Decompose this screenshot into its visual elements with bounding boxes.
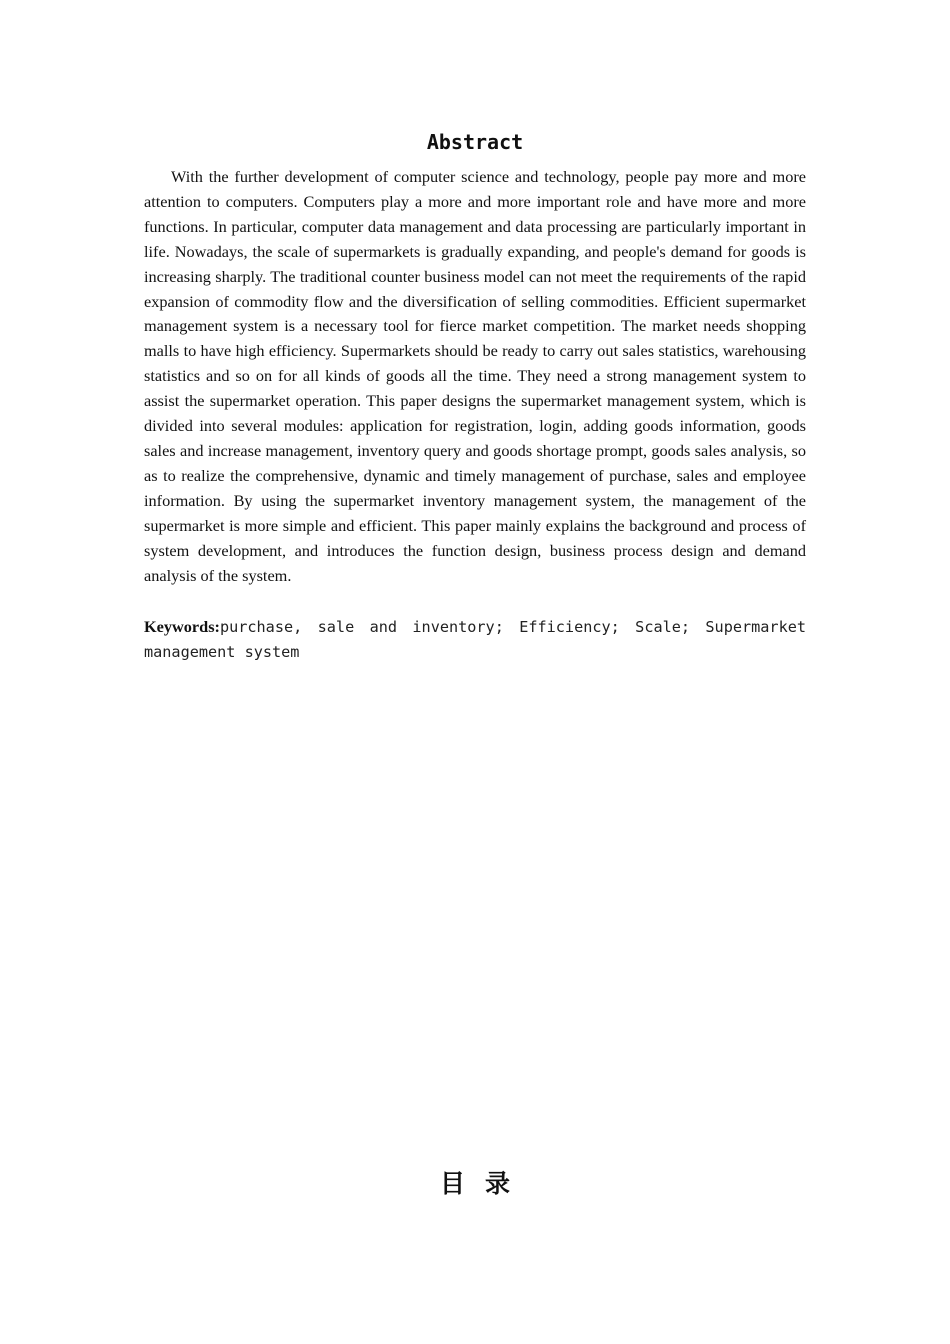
- keywords-line: [144, 614, 806, 665]
- keywords-label: Keywords:: [144, 617, 220, 636]
- keywords-text: purchase, sale and inventory; Efficiency; Scale; Supermarket management system: [144, 618, 806, 661]
- abstract-body: With the further development of computer science and technology, people pay more and more attention to computers. Computers play a more and more important role and have more and more functions. In particular, computer data management and data processing are particularly important in life. Nowadays, the scale of supermarkets is gradually expanding, and people's demand for goods is increasing sharply. The traditional counter business model can not meet the requirements of the rapid expansion of commodity flow and the diversification of selling commodities. Efficient supermarket management system is a necessary tool for fierce market competition. The market needs shopping malls to have high efficiency. Supermarkets should be ready to carry out sales statistics, warehousing statistics and so on for all kinds of goods all the time. They need a strong management system to assist the supermarket operation. This paper designs the supermarket management system, which is divided into several modules: application for registration, login, adding goods information, goods sales and increase management, inventory query and goods shortage prompt, goods sales analysis, so as to realize the comprehensive, dynamic and timely management of purchase, sales and employee information. By using the supermarket inventory management system, the management of the supermarket is more simple and efficient. This paper mainly explains the background and process of system development, and introduces the function design, business process design and demand analysis of the system.: [144, 167, 806, 585]
- table-of-contents-heading: 目录: [439, 1169, 530, 1198]
- abstract-title: Abstract: [426, 130, 524, 154]
